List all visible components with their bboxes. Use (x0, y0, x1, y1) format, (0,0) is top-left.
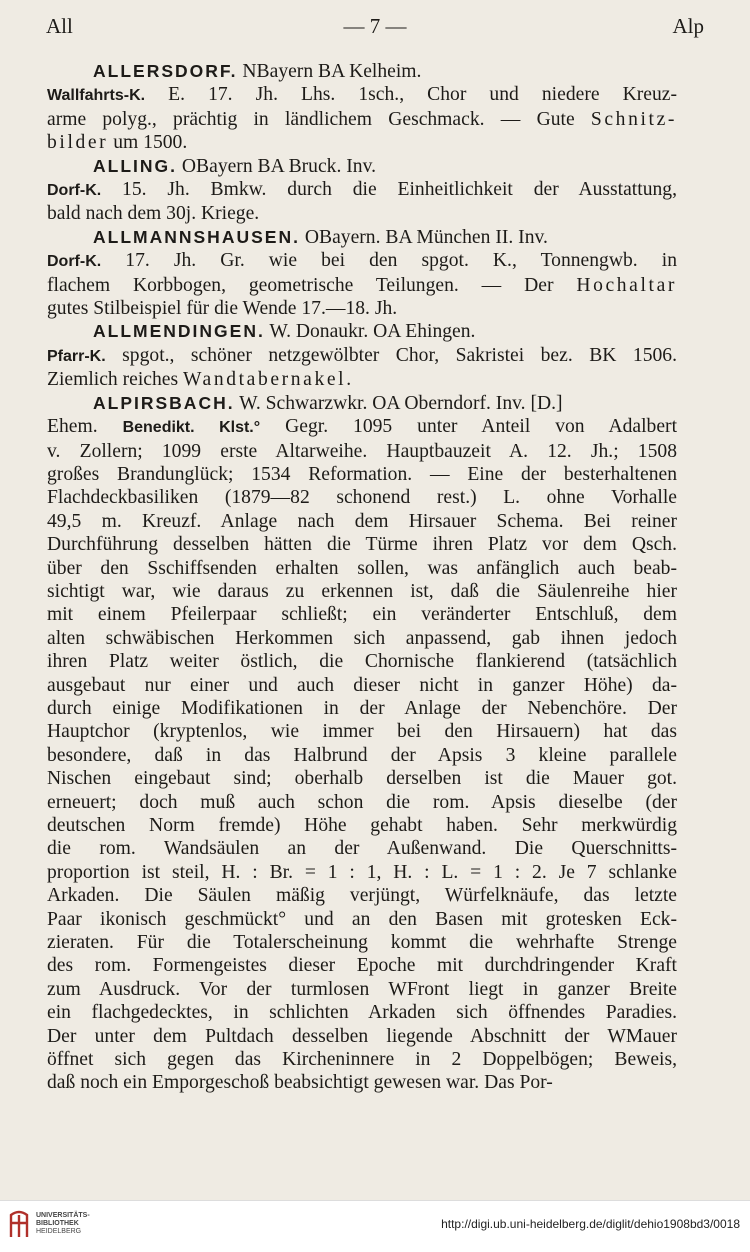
text-run: über den Sschiffsenden erhalten sollen, was anfänglich auch beab- (47, 557, 677, 579)
text-line (47, 178, 677, 202)
text-run: zieraten. Für die Totalerscheinung kommt die wehrhafte Strenge (47, 932, 677, 954)
library-name (36, 1212, 90, 1236)
building-keyword: Benedikt. Klst.° (122, 419, 261, 437)
text-line (47, 627, 677, 650)
text-run: bald nach dem 30j. Kriege. (47, 203, 260, 225)
text-line (47, 557, 677, 580)
text-line (47, 202, 677, 225)
body-text (47, 60, 677, 1095)
entry-headword: ALPIRSBACH. (93, 392, 235, 413)
text-line (47, 954, 677, 977)
text-run: ausgebaut nur einer und auch dieser nicht in ganzer Höhe) da- (47, 674, 677, 696)
university-library-logo-icon (8, 1209, 30, 1239)
text-run: spgot., schöner netzgewölbter Chor, Sakristei bez. BK 1506. (105, 344, 677, 366)
entry-headword: ALLMENDINGEN. (93, 321, 265, 342)
text-run: 15. Jh. Bmkw. durch die Einheitlichkeit der Ausstattung, (101, 179, 677, 201)
running-head-left: All (46, 14, 73, 38)
spaced-term: Schnitz- (590, 108, 677, 130)
text-run: W. Schwarzwkr. OA Oberndorf. Inv. [D.] (234, 392, 563, 414)
spaced-term: Hochaltar (576, 274, 677, 296)
text-line (47, 837, 677, 860)
text-line (47, 1001, 677, 1024)
text-run: Flachdeckbasiliken (1879—82 schonend rest.) L. ohne Vorhalle (47, 487, 677, 509)
text-run: 17. Jh. Gr. wie bei den spgot. K., Tonnengwb. in (101, 250, 677, 272)
entry-headword: ALLERSDORF. (93, 61, 238, 81)
spaced-term: Wandtabernakel. (183, 369, 354, 391)
text-run: Hauptchor (kryptenlos, wie immer bei den Hirsauern) hat das (47, 721, 677, 743)
page-number: — 7 — (343, 14, 407, 38)
text-line (47, 344, 677, 368)
text-run: um 1500. (108, 132, 188, 154)
text-line (47, 674, 677, 697)
text-line (47, 814, 677, 837)
text-line (47, 463, 677, 486)
text-run: 49,5 m. Kreuzf. Anlage nach dem Hirsauer Schema. Bei reiner (47, 510, 677, 532)
library-name-line: UNIVERSITÄTS- (36, 1212, 90, 1219)
text-run: ein flachgedecktes, in schlichten Arkaden sich öffnendes Paradies. (47, 1002, 677, 1024)
text-run: deutschen Norm fremde) Höhe gehabt haben. Sehr merkwürdig (47, 815, 677, 836)
text-run: arme polyg., prächtig in ländlichem Geschmack. — Gute (47, 108, 591, 130)
text-run: E. 17. Jh. Lhs. 1sch., Chor und niedere Kreuz- (145, 84, 677, 106)
text-run: Nischen eingebaut sind; oberhalb derselben ist die Mauer got. (47, 768, 677, 790)
spaced-term: bilder (47, 132, 109, 154)
text-line (47, 510, 677, 533)
text-line (47, 1048, 677, 1071)
building-keyword: Wallfahrts-K. (47, 87, 146, 105)
text-run: Paar ikonisch geschmückt° und an den Basen mit grotesken Eck- (47, 908, 677, 930)
text-run: gutes Stilbeispiel für die Wende 17.—18. Jh. (47, 298, 398, 320)
text-line (47, 155, 677, 178)
text-line (47, 931, 677, 954)
text-run: OBayern BA Bruck. Inv. (177, 155, 376, 177)
text-line (47, 744, 677, 767)
building-keyword: Dorf-K. (47, 253, 102, 271)
text-line (47, 978, 677, 1001)
text-line (47, 440, 677, 463)
text-run: proportion ist steil, H. : Br. = 1 : 1, H. : L. = 1 : 2. Je 7 schlanke (47, 861, 677, 883)
building-keyword: Pfarr-K. (47, 347, 106, 365)
text-line (47, 533, 677, 556)
text-run: NBayern BA Kelheim. (237, 61, 422, 82)
text-line (47, 415, 677, 439)
text-run: Ehem. (47, 416, 123, 438)
text-run: öffnet sich gegen das Kircheninnere in 2 Doppelbögen; Beweis, (47, 1049, 677, 1071)
source-url-link[interactable]: http://digi.ub.uni-heidelberg.de/diglit/dehio1908bd3/0018 (441, 1217, 740, 1231)
footer-bar (0, 1200, 750, 1252)
text-line (47, 650, 677, 673)
text-run: die rom. Wandsäulen an der Außenwand. Die Querschnitts- (47, 838, 677, 860)
text-run: mit einem Pfeilerpaar schließt; ein veränderter Entschluß, dem (47, 604, 677, 626)
text-line (47, 1071, 677, 1094)
text-line (47, 274, 677, 297)
text-run: ihren Platz weiter östlich, die Chornische flankierend (tatsächlich (47, 651, 677, 673)
text-line (47, 908, 677, 931)
text-line (47, 767, 677, 790)
text-line (47, 320, 677, 343)
text-line (47, 83, 677, 107)
text-run: v. Zollern; 1099 erste Altarweihe. Hauptbauzeit A. 12. Jh.; 1508 (47, 440, 677, 462)
text-run: zum Ausdruck. Vor der turmlosen WFront liegt in ganzer Breite (47, 978, 677, 1000)
text-line (47, 131, 677, 154)
text-run: sichtigt war, wie daraus zu erkennen ist, daß die Säulenreihe hier (47, 580, 677, 602)
text-line (47, 392, 677, 415)
text-run: W. Donaukr. OA Ehingen. (264, 321, 476, 343)
text-run: des rom. Formengeistes dieser Epoche mit durchdringender Kraft (47, 955, 677, 977)
text-run: OBayern. BA München II. Inv. (299, 226, 548, 248)
text-run: erneuert; doch muß auch schon die rom. Apsis dieselbe (der (47, 791, 677, 813)
text-run: Ziemlich reiches (47, 369, 184, 391)
text-line (47, 603, 677, 626)
entry-headword: ALLMANNSHAUSEN. (93, 226, 300, 247)
library-name-line: BIBLIOTHEK (36, 1220, 79, 1227)
running-head-right: Alp (672, 14, 704, 38)
text-run: durch einige Modifikationen in der Anlage der Nebenchöre. Der (47, 697, 677, 719)
text-run: besondere, daß in das Halbrund der Apsis 3 kleine parallele (47, 744, 677, 766)
text-line (47, 249, 677, 273)
text-line (47, 580, 677, 603)
text-line (47, 368, 677, 391)
building-keyword: Dorf-K. (47, 182, 102, 200)
text-run: großes Brandunglück; 1534 Reformation. — Eine der besterhaltenen (47, 463, 677, 485)
text-run: alten schwäbischen Herkommen sich anpassend, gab ihnen jedoch (47, 627, 677, 649)
text-line (47, 108, 677, 131)
text-line (47, 720, 677, 743)
library-name-line: HEIDELBERG (36, 1228, 82, 1235)
text-line (47, 297, 677, 320)
text-line (47, 697, 677, 720)
text-line (47, 1025, 677, 1048)
text-line (47, 861, 677, 884)
text-run: Gegr. 1095 unter Anteil von Adalbert (260, 416, 678, 438)
text-run: daß noch ein Emporgeschoß beabsichtigt gewesen war. Das Por- (47, 1072, 553, 1094)
entry-headword: ALLING. (93, 155, 177, 176)
text-line (47, 226, 677, 249)
text-run: Arkaden. Die Säulen mäßig verjüngt, Würfelknäufe, das letzte (47, 885, 677, 907)
text-run: Durchführung desselben hätten die Türme ihren Platz vor dem Qsch. (47, 534, 677, 556)
running-head (46, 14, 704, 44)
text-run: flachem Korbbogen, geometrische Teilungen. — Der (47, 274, 577, 296)
text-line (47, 486, 677, 509)
text-run: Der unter dem Pultdach desselben liegende Abschnitt der WMauer (47, 1025, 677, 1047)
text-line (47, 791, 677, 814)
text-line (47, 884, 677, 907)
text-line (47, 60, 677, 83)
